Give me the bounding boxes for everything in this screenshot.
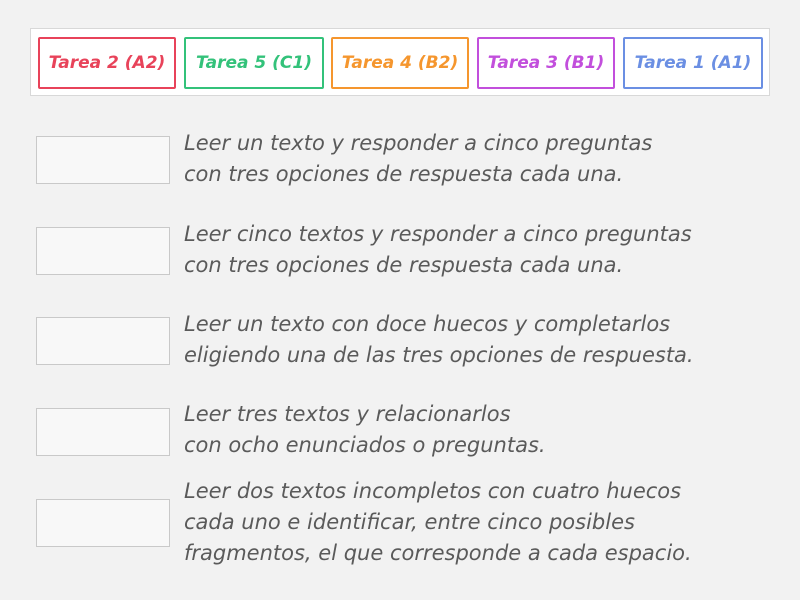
- tile-tarea-4[interactable]: [331, 37, 469, 89]
- description-line: cada uno e identificar, entre cinco posibles: [184, 510, 635, 534]
- tile-label: Tarea 1 (A1): [634, 53, 752, 73]
- tile-label: Tarea 2 (A2): [48, 53, 166, 73]
- drop-slot-5[interactable]: [36, 499, 170, 547]
- drop-slot-1[interactable]: [36, 136, 170, 184]
- description-line: fragmentos, el que corresponde a cada espacio.: [184, 541, 692, 565]
- tile-tarea-1[interactable]: [623, 37, 763, 89]
- tile-label: Tarea 5 (C1): [196, 53, 312, 73]
- description-line: Leer tres textos y relacionarlos: [184, 402, 511, 426]
- tile-tarea-5[interactable]: [184, 37, 324, 89]
- tile-label: Tarea 3 (B1): [487, 53, 605, 73]
- description-line: Leer dos textos incompletos con cuatro huecos: [184, 479, 682, 503]
- description-line: con tres opciones de respuesta cada una.: [184, 162, 624, 186]
- tile-label: Tarea 4 (B2): [341, 53, 459, 73]
- description-line: Leer un texto con doce huecos y completarlos: [184, 312, 671, 336]
- tile-tarea-3[interactable]: [477, 37, 615, 89]
- task-description-4: [184, 399, 784, 461]
- task-description-5: [184, 476, 784, 569]
- description-line: con tres opciones de respuesta cada una.: [184, 253, 624, 277]
- drop-slot-3[interactable]: [36, 317, 170, 365]
- description-line: eligiendo una de las tres opciones de respuesta.: [184, 343, 694, 367]
- task-description-2: [184, 219, 784, 281]
- task-description-1: [184, 128, 784, 190]
- description-line: Leer un texto y responder a cinco preguntas: [184, 131, 653, 155]
- answer-tray: [30, 28, 770, 96]
- description-line: Leer cinco textos y responder a cinco preguntas: [184, 222, 692, 246]
- description-line: con ocho enunciados o preguntas.: [184, 433, 546, 457]
- tile-tarea-2[interactable]: [38, 37, 176, 89]
- drop-slot-2[interactable]: [36, 227, 170, 275]
- task-description-3: [184, 309, 784, 371]
- drop-slot-4[interactable]: [36, 408, 170, 456]
